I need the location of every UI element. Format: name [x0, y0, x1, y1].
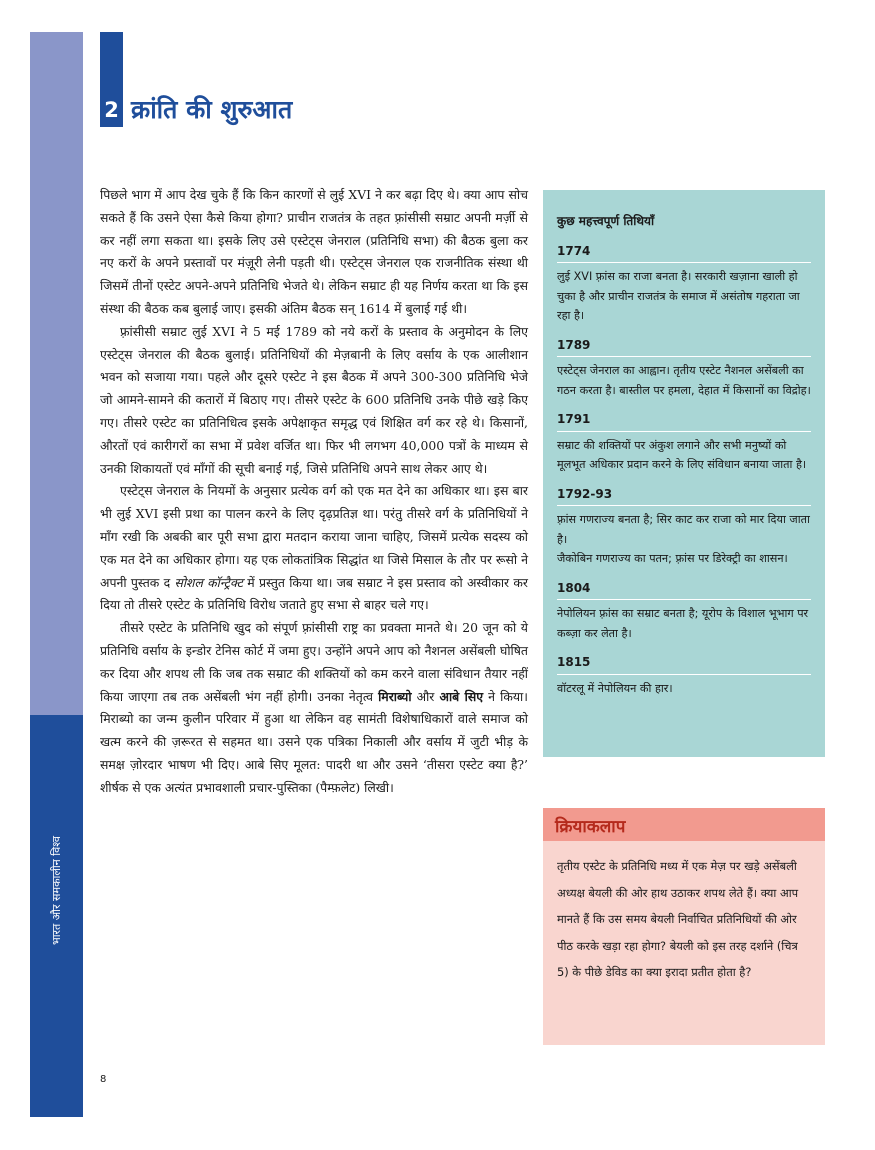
paragraph-4-part-b: ने किया। मिराब्यो का जन्म कुलीन परिवार में हुआ था लेकिन वह सामंती विशेषाधिकारों वाले समाज को खत्म करने की ज़रूरत से सहमत था। उसने एक पत्रिका निकाली और वर्साय में जुटी भीड़ के समक्ष ज़ोरदार भाषण भी दिए। आबे सिए मूलत: पादरी था और उसने ‘तीसरा एस्टेट क्या है?’ शीर्षक से एक अत्यंत प्रभावशाली प्रचार-पुस्तिका (पैम्फ़लेट) लिखी।: [100, 688, 528, 795]
paragraph-4: [100, 617, 528, 799]
book-title-text: भारत और समकालीन विश्व: [50, 835, 64, 946]
date-description: फ़्रांस गणराज्य बनता है; सिर काट कर राजा को मार दिया जाता है।: [557, 513, 810, 546]
dates-heading: कुछ महत्त्वपूर्ण तिथियाँ: [557, 214, 655, 228]
date-year: 1774: [557, 238, 811, 264]
activity-title: क्रियाकलाप: [543, 808, 825, 841]
date-description: लुई XVI फ़्रांस का राजा बनता है। सरकारी खज़ाना खाली हो चुका है और प्राचीन राजतंत्र के समाज में असंतोष गहराता जा रहा है।: [557, 270, 800, 322]
date-year: 1791: [557, 406, 811, 432]
date-entry: [557, 649, 811, 698]
date-description: वॉटरलू में नेपोलियन की हार।: [557, 681, 673, 695]
date-description: एस्टेट्स जेनराल का आह्वान। तृतीय एस्टेट नैशनल असेंबली का गठन करता है। बास्तील पर हमला, देहात में किसानों का विद्रोह।: [557, 364, 811, 397]
date-entry: [557, 332, 811, 401]
name-mirabeau: मिराब्यो: [378, 688, 412, 704]
date-year: 1815: [557, 649, 811, 675]
date-entry: [557, 406, 811, 475]
paragraph-4-part-a: तीसरे एस्टेट के प्रतिनिधि खुद को संपूर्ण फ़्रांसीसी राष्ट्र का प्रवक्ता मानते थे। 20 जून को ये प्रतिनिधि वर्साय के इन्डोर टेनिस कोर्ट में जमा हुए। उन्होंने अपने आप को नैशनल असेंबली घोषित कर दिया और शपथ ली कि जब तक सम्राट की शक्तियों को कम करने वाला संविधान तैयार नहीं किया जाएगा तब तक असेंबली भंग नहीं होगी। उनका नेतृत्व: [100, 620, 528, 704]
chapter-number: 2: [104, 98, 119, 122]
paragraph-3-part-b: में प्रस्तुत किया था। जब सम्राट ने इस प्रस्ताव को अस्वीकार कर दिया तो तीसरे एस्टेट के प्रतिनिधि विरोध जताते हुए सभा से बाहर चले गए।: [100, 574, 528, 613]
paragraph-1: पिछले भाग में आप देख चुके हैं कि किन कारणों से लुई XVI ने कर बढ़ा दिए थे। क्या आप सोच सकते हैं कि उसने ऐसा कैसे किया होगा? प्राचीन राजतंत्र के तहत फ़्रांसीसी सम्राट अपनी मर्ज़ी से कर नहीं लगा सकता था। इसके लिए उसे एस्टेट्स जेनराल (प्रतिनिधि सभा) की बैठक बुला कर नए करों के अपने प्रस्तावों पर मंज़ूरी लेनी पड़ती थी। एस्टेट्स जेनराल एक राजनीतिक संस्था थी जिसमें तीनों एस्टेट अपने-अपने प्रतिनिधि भेजते थे। लेकिन सम्राट ही यह निर्णय करता था कि इस संस्था की बैठक कब बुलाई जाए। इसकी अंतिम बैठक सन् 1614 में बुलाई गई थी।: [100, 187, 528, 316]
chapter-title: क्रांति की शुरुआत: [131, 95, 293, 124]
paragraph-3: [100, 480, 528, 617]
paragraph-4-and: और: [416, 688, 435, 704]
date-description: सम्राट की शक्तियों पर अंकुश लगाने और सभी मनुष्यों को मूलभूत अधिकार प्रदान करने के लिए संविधान बनाया जाता है।: [557, 438, 807, 471]
date-description-second: जैकोबिन गणराज्य का पतन; फ़्रांस पर डिरेक्ट्री का शासन।: [557, 552, 788, 565]
book-title-vertical: [34, 808, 79, 973]
date-year: 1789: [557, 332, 811, 358]
name-abbe-sieyes: आबे सिए: [439, 688, 484, 704]
date-year: 1792-93: [557, 481, 811, 507]
paragraph-3-part-a: एस्टेट्स जेनराल के नियमों के अनुसार प्रत्येक वर्ग को एक मत देने का अधिकार था। इस बार भी लुई XVI इसी प्रथा का पालन करने के लिए दृढ़प्रतिज्ञ था। परंतु तीसरे वर्ग के प्रतिनिधियों ने माँग रखी कि अबकी बार पूरी सभा द्वारा मतदान कराया जाना चाहिए, जिसमें प्रत्येक सदस्य को एक मत देने का अधिकार होगा। यह एक लोकतांत्रिक सिद्धांत था जिसे मिसाल के तौर पर रूसो ने अपनी पुस्तक द: [100, 483, 528, 590]
main-body-text: [100, 184, 528, 800]
paragraph-2: फ़्रांसीसी सम्राट लुई XVI ने 5 मई 1789 को नये करों के प्रस्ताव के अनुमोदन के लिए एस्टेट्स जेनराल की बैठक बुलाई। प्रतिनिधियों की मेज़बानी के लिए वर्साय के एक आलीशान भवन को सजाया गया। पहले और दूसरे एस्टेट ने इस बैठक में अपने 300-300 प्रतिनिधि भेजे जो आमने-सामने की कतारों में बिठाए गए। तीसरे एस्टेट के 600 प्रतिनिधि उनके पीछे खड़े किए गए। तीसरे एस्टेट का प्रतिनिधित्व इसके अपेक्षाकृत समृद्ध एवं शिक्षित वर्ग कर रहे थे। किसानों, औरतों एवं कारीगरों का सभा में प्रवेश वर्जित था। फिर भी लगभग 40,000 पत्रों के माध्यम से उनकी शिकायतों एवं माँगों की सूची बनाई गई, जिसे प्रतिनिधि अपने साथ लेकर आए थे।: [100, 323, 529, 476]
page-number: 8: [100, 1074, 107, 1085]
date-entry: [557, 481, 811, 569]
book-title-italic: सोशल कॉन्ट्रैक्ट: [174, 574, 243, 590]
date-description: नेपोलियन फ़्रांस का सम्राट बनता है; यूरोप के विशाल भूभाग पर कब्ज़ा कर लेता है।: [557, 607, 809, 640]
date-entry: [557, 575, 811, 644]
date-entry: [557, 238, 811, 326]
important-dates-box: [543, 190, 825, 757]
activity-text: तृतीय एस्टेट के प्रतिनिधि मध्य में एक मेज़ पर खड़े असेंबली अध्यक्ष बेयली की ओर हाथ उठाकर शपथ लेते हैं। क्या आप मानते हैं कि उस समय बेयली निर्वाचित प्रतिनिधियों की ओर पीठ करके खड़ा रहा होगा? बेयली को इस तरह दर्शाने (चित्र 5) के पीछे डेविड का क्या इरादा प्रतीत होता है?: [543, 841, 825, 1045]
date-year: 1804: [557, 575, 811, 601]
